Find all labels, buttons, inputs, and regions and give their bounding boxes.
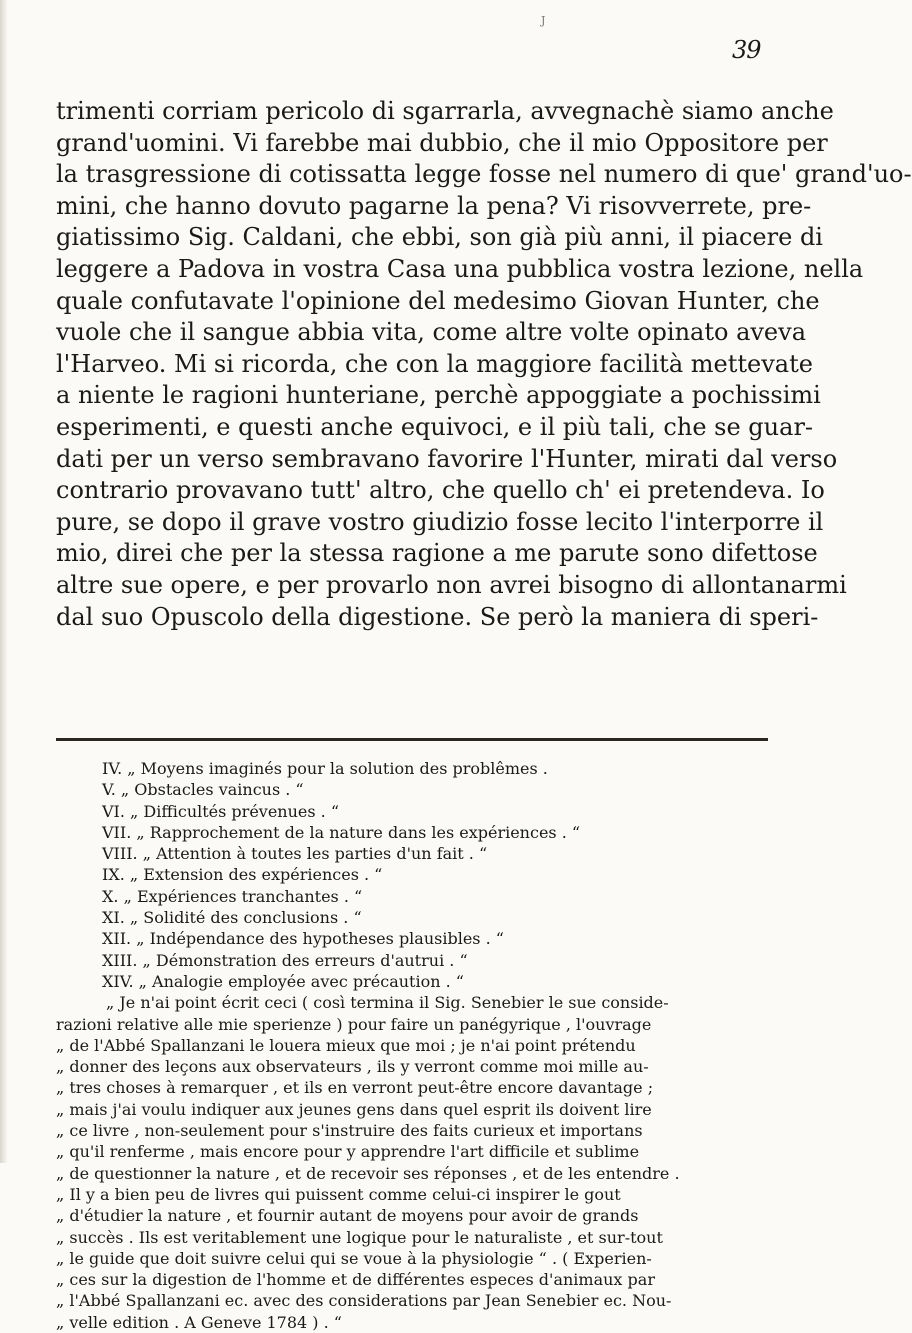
main-text-line: dal suo Opuscolo della digestione. Se però la maniera di speri- [56, 602, 819, 631]
main-text-line: grand'uomini. Vi farebbe mai dubbio, che il mio Oppositore per [56, 128, 828, 157]
main-text-line: mini, che hanno dovuto pagarne la pena? Vi risovverrete, pre- [56, 191, 812, 220]
page-number: 39 [732, 36, 761, 64]
main-text-line: la trasgressione di cotissatta legge fosse nel numero di que' grand'uo- [56, 160, 912, 189]
footnote-quote-line: „ donner des leçons aux observateurs , ils y verront comme moi mille au- [56, 1057, 649, 1077]
main-text-line: quale confutavate l'opinione del medesimo Giovan Hunter, che [56, 286, 820, 315]
footnote-divider [56, 738, 768, 741]
footnote-quote-line: „ Il y a bien peu de livres qui puissent comme celui-ci inspirer le gout [56, 1184, 621, 1204]
footnote-list-item: VI. „ Difficultés prévenues . “ [102, 801, 340, 821]
footnote-quote-line: „ d'étudier la nature , et fournir autant de moyens pour avoir de grands [56, 1206, 639, 1226]
top-mark: J [541, 14, 546, 27]
page-edge-shadow [0, 0, 8, 1163]
footnote-quote-line: razioni relative alle mie sperienze ) pour faire un panégyrique , l'ouvrage [56, 1014, 652, 1034]
main-text-line: mio, direi che per la stessa ragione a me parute sono difettose [56, 539, 818, 568]
footnote-quote-line: „ succès . Ils est veritablement une logique pour le naturaliste , et sur-tout [56, 1227, 663, 1247]
footnote-list-item: X. „ Expériences tranchantes . “ [102, 886, 363, 906]
footnote-quote-line: „ tres choses à remarquer , et ils en verront peut-être encore davantage ; [56, 1078, 654, 1098]
footnote-list-item: XI. „ Solidité des conclusions . “ [102, 908, 362, 928]
footnote-list-item: IV. „ Moyens imaginés pour la solution des problêmes . [102, 759, 548, 778]
main-text-line: esperimenti, e questi anche equivoci, e il più tali, che se guar- [56, 412, 814, 441]
main-text-line: a niente le ragioni hunteriane, perchè appoggiate a pochissimi [56, 381, 821, 410]
main-text-line: pure, se dopo il grave vostro giudizio fosse lecito l'interporre il [56, 507, 824, 536]
main-text [56, 96, 912, 633]
footnote [56, 758, 772, 1333]
footnote-quote-line: „ le guide que doit suivre celui qui se voue à la physiologie “ . ( Experien- [56, 1248, 652, 1268]
footnote-list-item: VIII. „ Attention à toutes les parties d'un fait . “ [102, 844, 488, 864]
main-text-line: l'Harveo. Mi si ricorda, che con la maggiore facilità mettevate [56, 349, 813, 378]
footnote-list-item: IX. „ Extension des expériences . “ [102, 865, 383, 885]
footnote-quote-line: „ ces sur la digestion de l'homme et de différentes especes d'animaux par [56, 1270, 655, 1290]
footnote-list-item: XII. „ Indépendance des hypotheses plausibles . “ [102, 929, 504, 949]
main-text-line: vuole che il sangue abbia vita, come altre volte opinato aveva [56, 318, 806, 347]
footnote-list-item: XIII. „ Démonstration des erreurs d'autrui . “ [102, 950, 468, 970]
footnote-quote-line: „ mais j'ai voulu indiquer aux jeunes gens dans quel esprit ils doivent lire [56, 1099, 652, 1119]
footnote-quote-line: „ de questionner la nature , et de recevoir ses réponses , et de les entendre . [56, 1163, 680, 1183]
footnote-quote-line: „ ce livre , non-seulement pour s'instruire des faits curieux et importans [56, 1121, 643, 1141]
main-text-line: trimenti corriam pericolo di sgarrarla, avvegnachè siamo anche [56, 97, 834, 125]
footnote-list-item: VII. „ Rapprochement de la nature dans les expériences . “ [102, 822, 581, 842]
footnote-quote-line: „ Je n'ai point écrit ceci ( così termina il Sig. Senebier le sue conside- [106, 993, 669, 1013]
main-text-line: altre sue opere, e per provarlo non avrei bisogno di allontanarmi [56, 570, 847, 599]
main-text-line: contrario provavano tutt' altro, che quello ch' ei pretendeva. Io [56, 476, 825, 505]
footnote-quote-line: „ de l'Abbé Spallanzani le louera mieux que moi ; je n'ai point prétendu [56, 1035, 636, 1055]
footnote-list-item: V. „ Obstacles vaincus . “ [102, 780, 304, 800]
footnote-quote-line: „ qu'il renferme , mais encore pour y apprendre l'art difficile et sublime [56, 1142, 640, 1162]
main-text-line: dati per un verso sembravano favorire l'Hunter, mirati dal verso [56, 444, 838, 473]
main-text-line: giatissimo Sig. Caldani, che ebbi, son già più anni, il piacere di [56, 223, 823, 252]
footnote-list-item: XIV. „ Analogie employée avec précaution . “ [102, 971, 464, 991]
main-text-line: leggere a Padova in vostra Casa una pubblica vostra lezione, nella [56, 254, 864, 283]
footnote-quote-line: „ l'Abbé Spallanzani ec. avec des considerations par Jean Senebier ec. Nou- [56, 1291, 672, 1311]
footnote-quote-line: „ velle edition . A Geneve 1784 ) . “ [56, 1312, 342, 1332]
